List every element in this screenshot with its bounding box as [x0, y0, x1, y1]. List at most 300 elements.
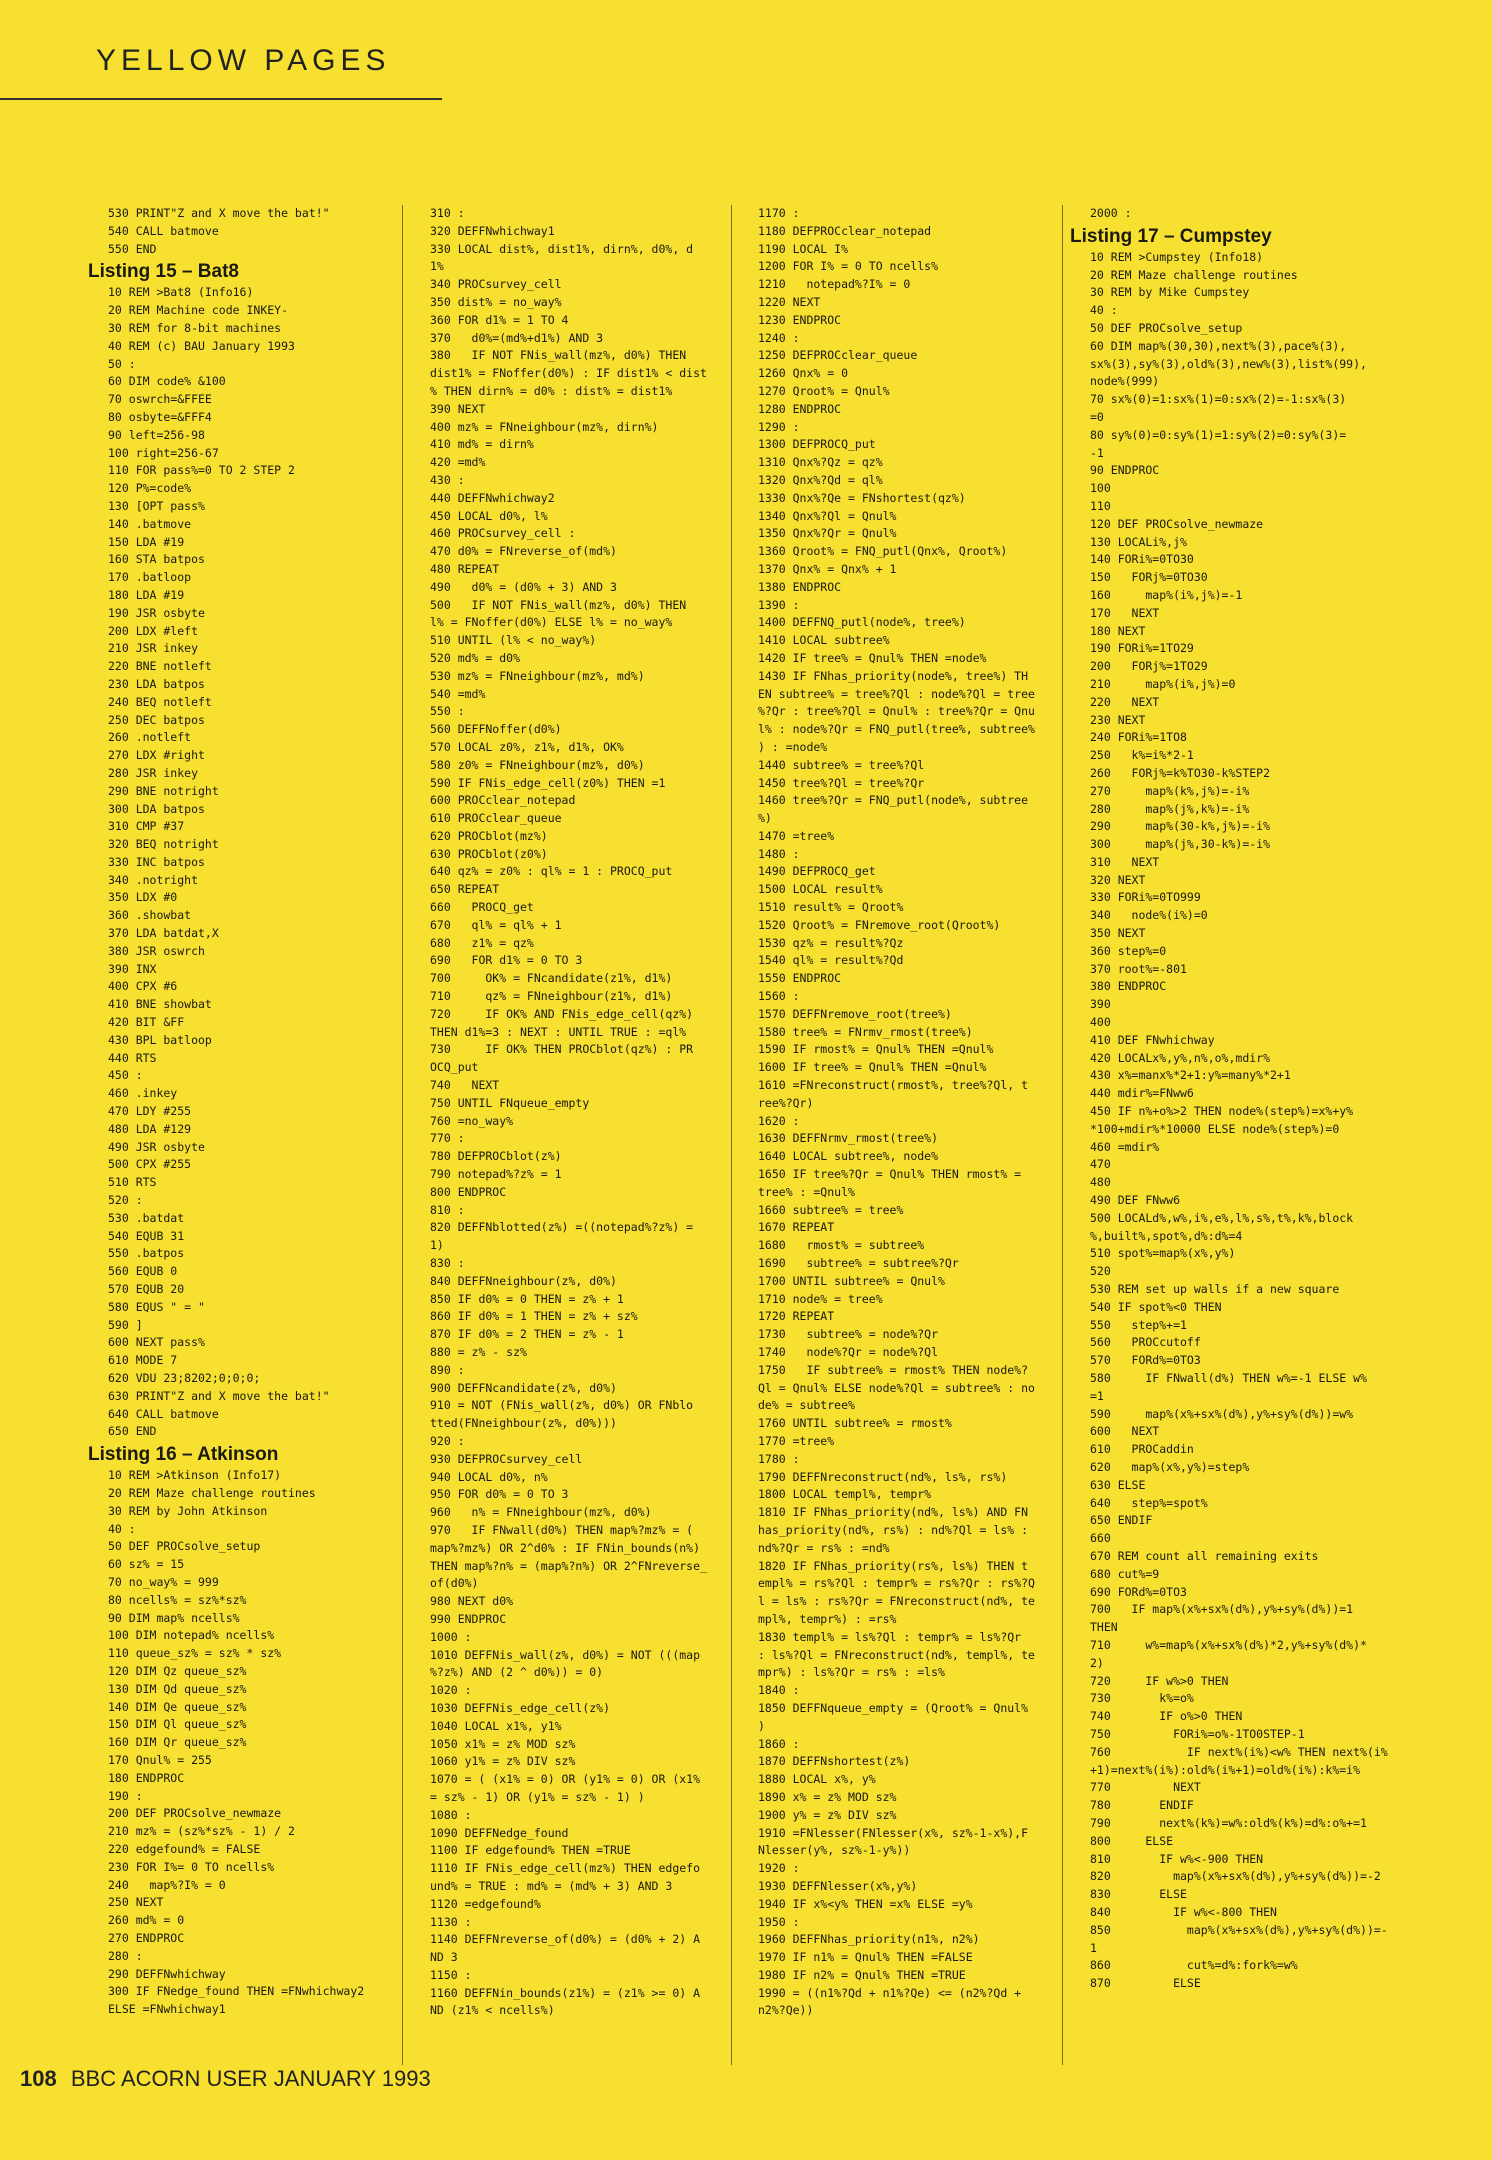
code-line: 410 md% = dirn% — [430, 437, 534, 452]
code-line: 30 REM by Mike Cumpstey — [1090, 285, 1250, 300]
code-line: 400 mz% = FNneighbour(mz%, dirn%) — [430, 419, 659, 434]
code-line: 1920 : — [758, 1861, 800, 1876]
code-line: 830 : — [430, 1256, 465, 1271]
code-line: 310 : — [430, 206, 465, 220]
code-line: 570 FORd%=0TO3 — [1090, 1353, 1201, 1368]
code-line: 420 =md% — [430, 455, 486, 470]
code-line: 350 LDX #0 — [108, 890, 178, 905]
code-line: 210 map%(i%,j%)=0 — [1090, 676, 1236, 691]
code-line: 430 x%=manx%*2+1:y%=many%*2+1 — [1090, 1068, 1291, 1083]
code-line: 850 map%(x%+sx%(d%),y%+sy%(d%))=- — [1090, 1922, 1388, 1937]
code-line: 1730 subtree% = node%?Qr — [758, 1327, 939, 1342]
code-line: 560 EQUB 0 — [108, 1264, 178, 1279]
code-line: 550 END — [108, 241, 157, 256]
code-line: 260 FORj%=k%TO30-k%STEP2 — [1090, 765, 1271, 780]
code-line: 120 P%=code% — [108, 481, 192, 496]
code-line: 280 JSR inkey — [108, 765, 199, 780]
code-line: 600 NEXT — [1090, 1424, 1160, 1439]
code-line: 1200 FOR I% = 0 TO ncells% — [758, 259, 939, 274]
code-line: 650 ENDIF — [1090, 1513, 1153, 1528]
code-line: 230 LDA batpos — [108, 676, 205, 691]
code-line: 580 EQUS " = " — [108, 1299, 205, 1314]
code-line: 940 LOCAL d0%, n% — [430, 1469, 548, 1484]
code-line: 1720 REPEAT — [758, 1309, 835, 1324]
code-line: 510 RTS — [108, 1175, 157, 1190]
code-line: 780 ENDIF — [1090, 1798, 1194, 1813]
code-line: 760 =no_way% — [430, 1113, 514, 1128]
code-line: +1)=next%(i%):old%(i%+1)=old%(i%):k%=i% — [1090, 1762, 1361, 1777]
code-line: 1950 : — [758, 1914, 800, 1929]
code-line: 430 BPL batloop — [108, 1032, 212, 1047]
code-line: 490 DEF FNww6 — [1090, 1193, 1181, 1208]
code-line: 1340 Qnx%?Ql = Qnul% — [758, 508, 897, 523]
code-line: 230 FOR I%= 0 TO ncells% — [108, 1859, 275, 1874]
publication-name: BBC ACORN USER JANUARY 1993 — [70, 2066, 431, 2091]
code-line: 1060 y1% = z% DIV sz% — [430, 1754, 576, 1769]
code-line: 100 right=256-67 — [108, 445, 219, 460]
code-line: 810 : — [430, 1202, 465, 1217]
code-line: 250 DEC batpos — [108, 712, 205, 727]
code-line: 820 DEFFNblotted(z%) =((notepad%?z%) = — [430, 1220, 694, 1235]
code-line: 200 DEF PROCsolve_newmaze — [108, 1806, 282, 1821]
code-line: 1330 Qnx%?Qe = FNshortest(qz%) — [758, 490, 966, 505]
code-line: 190 JSR osbyte — [108, 605, 205, 620]
code-line: ND 3 — [430, 1950, 458, 1965]
code-line: 1070 = ( (x1% = 0) OR (y1% = 0) OR (x1% — [430, 1772, 701, 1787]
code-line: 210 JSR inkey — [108, 641, 199, 656]
code-line: 30 REM for 8-bit machines — [108, 320, 282, 335]
code-line: 450 : — [108, 1068, 143, 1083]
code-line: 580 IF FNwall(d%) THEN w%=-1 ELSE w% — [1090, 1371, 1367, 1385]
code-line: 590 ] — [108, 1317, 143, 1332]
page-footer — [20, 2066, 431, 2092]
code-line: 1000 : — [430, 1629, 472, 1644]
code-line: 130 LOCALi%,j% — [1090, 534, 1187, 549]
code-line: 1630 DEFFNrmv_rmost(tree%) — [758, 1131, 939, 1146]
code-line: 440 RTS — [108, 1050, 157, 1065]
code-line: 1970 IF n1% = Qnul% THEN =FALSE — [758, 1950, 973, 1965]
code-line: 1580 tree% = FNrmv_rmost(tree%) — [758, 1024, 973, 1039]
code-line: 300 IF FNedge_found THEN =FNwhichway2 — [108, 1984, 365, 1999]
section-header: YELLOW PAGES — [96, 44, 391, 77]
code-line: l = ls% : rs%?Qr = FNreconstruct(nd%, te — [758, 1594, 1035, 1609]
code-line: 360 .showbat — [108, 908, 192, 923]
code-line: 470 d0% = FNreverse_of(md%) — [430, 544, 617, 559]
code-line: 520 — [1090, 1264, 1111, 1279]
code-line: 40 : — [1090, 303, 1118, 318]
code-line: 390 INX — [108, 961, 157, 976]
code-line: 160 map%(i%,j%)=-1 — [1090, 587, 1243, 602]
code-line: 80 ncells% = sz%*sz% — [108, 1592, 247, 1607]
code-line: 1120 =edgefound% — [430, 1896, 541, 1911]
code-line: 360 step%=0 — [1090, 943, 1167, 958]
code-line: 1310 Qnx%?Qz = qz% — [758, 455, 883, 470]
code-line: 170 Qnul% = 255 — [108, 1752, 212, 1767]
code-line: 830 ELSE — [1090, 1887, 1187, 1902]
column-divider — [731, 205, 732, 2065]
code-line: 1130 : — [430, 1914, 472, 1929]
code-line: 1430 IF FNhas_priority(node%, tree%) TH — [758, 668, 1029, 683]
code-line: 120 DEF PROCsolve_newmaze — [1090, 516, 1264, 531]
code-line: 450 LOCAL d0%, l% — [430, 508, 548, 523]
code-line: 400 — [1090, 1015, 1111, 1030]
code-line: 980 NEXT d0% — [430, 1594, 514, 1609]
code-line: THEN map%?n% = (map%?n%) OR 2^FNreverse_ — [430, 1558, 707, 1573]
code-line: 300 LDA batpos — [108, 801, 205, 816]
code-line: 1830 templ% = ls%?Ql : tempr% = ls%?Qr — [758, 1629, 1022, 1644]
code-line: 680 z1% = qz% — [430, 935, 534, 950]
code-line: 810 IF w%<-900 THEN — [1090, 1851, 1264, 1866]
code-line: 1090 DEFFNedge_found — [430, 1825, 569, 1840]
code-line: 1270 Qroot% = Qnul% — [758, 383, 890, 398]
code-line: 70 oswrch=&FFEE — [108, 392, 212, 407]
code-line: 440 DEFFNwhichway2 — [430, 490, 555, 505]
code-line: 550 .batpos — [108, 1246, 185, 1261]
code-line: 1400 DEFFNQ_putl(node%, tree%) — [758, 615, 966, 630]
code-line: 240 BEQ notleft — [108, 694, 212, 709]
code-line: 1900 y% = z% DIV sz% — [758, 1807, 897, 1822]
code-line: 1810 IF FNhas_priority(nd%, ls%) AND FN — [758, 1505, 1029, 1520]
code-line: 520 md% = d0% — [430, 650, 521, 665]
code-line: 790 next%(k%)=w%:old%(k%)=d%:o%+=1 — [1090, 1815, 1367, 1830]
code-line: 570 LOCAL z0%, z1%, d1%, OK% — [430, 739, 624, 754]
code-line: 60 DIM map%(30,30),next%(3),pace%(3), — [1090, 338, 1347, 353]
code-line: 260 .notleft — [108, 730, 192, 745]
code-line: %,built%,spot%,d%:d%=4 — [1090, 1228, 1243, 1243]
code-line: 610 PROCclear_queue — [430, 811, 562, 826]
code-line: 140 .batmove — [108, 516, 192, 531]
code-line: 1820 IF FNhas_priority(rs%, ls%) THEN t — [758, 1558, 1029, 1573]
code-line: 50 DEF PROCsolve_setup — [1090, 320, 1243, 335]
code-line: 90 ENDPROC — [1090, 463, 1160, 478]
code-line: 540 =md% — [430, 686, 486, 701]
code-line: 90 DIM map% ncells% — [108, 1610, 240, 1625]
code-line: 180 ENDPROC — [108, 1770, 185, 1785]
code-line: 1980 IF n2% = Qnul% THEN =TRUE — [758, 1967, 966, 1982]
code-line: 90 left=256-98 — [108, 427, 205, 442]
code-line: 220 edgefound% = FALSE — [108, 1841, 261, 1856]
code-line: 650 REPEAT — [430, 882, 500, 897]
code-line: 640 CALL batmove — [108, 1406, 219, 1421]
code-line: 860 cut%=d%:fork%=w% — [1090, 1958, 1298, 1973]
code-line: 1410 LOCAL subtree% — [758, 633, 890, 648]
code-line: ree%?Qr) — [758, 1095, 814, 1110]
code-line: 1760 UNTIL subtree% = rmost% — [758, 1416, 952, 1431]
code-line: 70 no_way% = 999 — [108, 1574, 219, 1589]
code-line: 1170 : — [758, 206, 800, 220]
code-line: 1390 : — [758, 597, 800, 612]
code-line: 480 REPEAT — [430, 561, 500, 576]
code-line: 160 DIM Qr queue_sz% — [108, 1735, 247, 1750]
code-line: 460 =mdir% — [1090, 1139, 1160, 1154]
code-line: 490 JSR osbyte — [108, 1139, 205, 1154]
code-line: 610 MODE 7 — [108, 1353, 178, 1368]
code-line: Nlesser(y%, sz%-1-y%)) — [758, 1843, 911, 1858]
code-line: 640 step%=spot% — [1090, 1495, 1208, 1510]
code-line: 460 .inkey — [108, 1086, 178, 1101]
code-line: 200 FORj%=1TO29 — [1090, 659, 1208, 674]
code-line: 260 md% = 0 — [108, 1913, 185, 1928]
code-line: 1660 subtree% = tree% — [758, 1202, 904, 1217]
code-line: EN subtree% = tree%?Ql : node%?Ql = tree — [758, 686, 1035, 701]
code-line: 590 map%(x%+sx%(d%),y%+sy%(d%))=w% — [1090, 1406, 1354, 1421]
code-line: 20 REM Maze challenge routines — [1090, 267, 1298, 282]
code-line: %) — [758, 811, 772, 826]
code-line: 620 VDU 23;8202;0;0;0; — [108, 1371, 261, 1385]
code-line: 660 PROCQ_get — [430, 900, 534, 915]
code-line: 1440 subtree% = tree%?Ql — [758, 757, 925, 772]
code-line: =1 — [1090, 1388, 1104, 1403]
code-line: 650 END — [108, 1424, 157, 1439]
code-line: 1940 IF x%<y% THEN =x% ELSE =y% — [758, 1896, 973, 1911]
code-line: 420 BIT &FF — [108, 1015, 185, 1030]
code-line: 30 REM by John Atkinson — [108, 1503, 268, 1518]
code-line: 990 ENDPROC — [430, 1611, 507, 1626]
code-line: 410 BNE showbat — [108, 997, 212, 1012]
code-line: 1480 : — [758, 846, 800, 861]
code-line: 560 PROCcutoff — [1090, 1335, 1201, 1350]
code-line: 290 DEFFNwhichway — [108, 1966, 226, 1981]
code-line: 220 NEXT — [1090, 694, 1160, 709]
code-line: has_priority(nd%, rs%) : nd%?Ql = ls% : — [758, 1522, 1029, 1537]
code-line: 730 IF OK% THEN PROCblot(qz%) : PR — [430, 1042, 694, 1057]
code-line: 470 — [1090, 1157, 1111, 1172]
code-line: 1370 Qnx% = Qnx% + 1 — [758, 561, 897, 576]
code-line: l% = FNoffer(d0%) ELSE l% = no_way% — [430, 615, 673, 630]
header-rule — [0, 98, 442, 100]
code-line: 190 : — [108, 1788, 143, 1803]
code-line: 80 osbyte=&FFF4 — [108, 409, 212, 424]
listing-title: Listing 16 – Atkinson — [88, 1444, 279, 1466]
code-line: 330 INC batpos — [108, 854, 205, 869]
code-line: 120 DIM Qz queue_sz% — [108, 1663, 247, 1678]
code-line: 380 IF NOT FNis_wall(mz%, d0%) THEN — [430, 348, 687, 363]
code-column-1 — [88, 205, 400, 2065]
page-number: 108 — [20, 2066, 57, 2091]
code-line: 1620 : — [758, 1113, 800, 1128]
code-line: of(d0%) — [430, 1576, 479, 1591]
code-line: =0 — [1090, 409, 1104, 424]
code-line: = sz% - 1) OR (y1% = sz% - 1) ) — [430, 1789, 645, 1804]
code-line: OCQ_put — [430, 1060, 479, 1075]
code-line: 800 ENDPROC — [430, 1184, 507, 1199]
code-line: 310 CMP #37 — [108, 819, 185, 834]
code-line: 1880 LOCAL x%, y% — [758, 1772, 876, 1787]
code-line: 1150 : — [430, 1967, 472, 1982]
code-line: l% : node%?Qr = FNQ_putl(tree%, subtree% — [758, 722, 1035, 737]
code-line: node%(999) — [1090, 374, 1160, 389]
code-line: *100+mdir%*10000 ELSE node%(step%)=0 — [1090, 1121, 1340, 1136]
code-line: 900 DEFFNcandidate(z%, d0%) — [430, 1380, 617, 1395]
code-line: 1140 DEFFNreverse_of(d0%) = (d0% + 2) A — [430, 1932, 701, 1947]
code-line: 960 n% = FNneighbour(mz%, d0%) — [430, 1505, 652, 1520]
code-line: 790 notepad%?z% = 1 — [430, 1167, 562, 1182]
code-line: 820 map%(x%+sx%(d%),y%+sy%(d%))=-2 — [1090, 1869, 1381, 1884]
code-line: 590 IF FNis_edge_cell(z0%) THEN =1 — [430, 775, 666, 790]
code-line: 530 REM set up walls if a new square — [1090, 1282, 1340, 1297]
code-line: mpr%) : ls%?Qr = rs% : =ls% — [758, 1665, 945, 1680]
code-line: 1160 DEFFNin_bounds(z1%) = (z1% >= 0) A — [430, 1985, 701, 2000]
code-line: 570 EQUB 20 — [108, 1282, 185, 1297]
code-line: 220 BNE notleft — [108, 659, 212, 674]
code-line: 1570 DEFFNremove_root(tree%) — [758, 1006, 952, 1021]
code-line: 190 FORi%=1TO29 — [1090, 641, 1194, 656]
code-line: 140 FORi%=0TO30 — [1090, 552, 1194, 567]
code-line: 320 DEFFNwhichway1 — [430, 223, 555, 238]
code-line: 100 — [1090, 481, 1111, 496]
code-line: THEN — [1090, 1620, 1118, 1635]
code-line: 130 [OPT pass% — [108, 498, 205, 513]
code-line: 1890 x% = z% MOD sz% — [758, 1789, 897, 1804]
listing-title: Listing 17 – Cumpstey — [1070, 225, 1272, 247]
code-line: 1840 : — [758, 1683, 800, 1698]
code-line: 770 NEXT — [1090, 1780, 1201, 1795]
code-line: 460 PROCsurvey_cell : — [430, 526, 576, 541]
code-line: 480 — [1090, 1175, 1111, 1190]
code-column-2 — [410, 205, 728, 2065]
code-line: 680 cut%=9 — [1090, 1566, 1160, 1581]
code-line: 930 DEFPROCsurvey_cell — [430, 1451, 583, 1466]
code-line: tted(FNneighbour(z%, d0%))) — [430, 1416, 617, 1431]
code-line: 250 k%=i%*2-1 — [1090, 748, 1194, 763]
code-line: 130 DIM Qd queue_sz% — [108, 1681, 247, 1696]
code-line: 320 NEXT — [1090, 872, 1146, 887]
code-column-4 — [1070, 205, 1392, 2065]
code-line: 450 IF n%+o%>2 THEN node%(step%)=x%+y% — [1090, 1104, 1354, 1119]
code-line: und% = TRUE : md% = (md% + 3) AND 3 — [430, 1878, 673, 1893]
code-line: 250 NEXT — [108, 1895, 164, 1910]
code-line: 1420 IF tree% = Qnul% THEN =node% — [758, 650, 987, 665]
code-line: 730 k%=o% — [1090, 1691, 1194, 1706]
code-line: 1100 IF edgefound% THEN =TRUE — [430, 1843, 631, 1858]
code-line: 1110 IF FNis_edge_cell(mz%) THEN edgefo — [430, 1861, 701, 1876]
code-line: ELSE =FNwhichway1 — [108, 2002, 226, 2017]
code-line: 530 PRINT"Z and X move the bat!" — [108, 206, 330, 220]
code-line: 500 LOCALd%,w%,i%,e%,l%,s%,t%,k%,block — [1090, 1210, 1354, 1225]
code-line: 1610 =FNreconstruct(rmost%, tree%?Ql, t — [758, 1078, 1029, 1093]
code-line: 1) — [430, 1238, 444, 1253]
code-line: 630 PROCblot(z0%) — [430, 846, 548, 861]
code-line: 1240 : — [758, 330, 800, 345]
code-line: 440 mdir%=FNww6 — [1090, 1086, 1194, 1101]
code-line: 1230 ENDPROC — [758, 312, 842, 327]
code-line: 700 OK% = FNcandidate(z1%, d1%) — [430, 971, 673, 986]
code-line: 60 sz% = 15 — [108, 1557, 185, 1572]
code-line: 910 = NOT (FNis_wall(z%, d0%) OR FNblo — [430, 1398, 694, 1413]
code-line: 1500 LOCAL result% — [758, 882, 883, 897]
code-line: 1740 node%?Qr = node%?Ql — [758, 1345, 939, 1359]
code-line: 1770 =tree% — [758, 1433, 835, 1448]
code-line: 40 : — [108, 1521, 136, 1536]
code-line: 1680 rmost% = subtree% — [758, 1238, 925, 1253]
code-line: 840 IF w%<-800 THEN — [1090, 1904, 1277, 1919]
code-line: 170 .batloop — [108, 570, 192, 585]
code-line: -1 — [1090, 445, 1104, 460]
code-line: 2000 : — [1090, 206, 1132, 220]
code-line: 1800 LOCAL templ%, tempr% — [758, 1487, 932, 1502]
code-line: 530 .batdat — [108, 1210, 185, 1225]
code-line: 1930 DEFFNlesser(x%,y%) — [758, 1878, 918, 1893]
code-line: 720 IF w%>0 THEN — [1090, 1673, 1229, 1688]
code-line: 760 IF next%(i%)<w% THEN next%(i% — [1090, 1744, 1388, 1759]
code-line: 1990 = ((n1%?Qd + n1%?Qe) <= (n2%?Qd + — [758, 1985, 1022, 2000]
code-line: 890 : — [430, 1362, 465, 1377]
code-line: 950 FOR d0% = 0 TO 3 — [430, 1487, 569, 1502]
code-line: 2) — [1090, 1655, 1104, 1670]
code-line: 200 LDX #left — [108, 623, 199, 638]
code-line: 290 map%(30-k%,j%)=-i% — [1090, 819, 1271, 834]
code-line: 880 = z% - sz% — [430, 1345, 527, 1359]
code-line: 870 ELSE — [1090, 1976, 1201, 1991]
code-line: 600 PROCclear_notepad — [430, 793, 576, 808]
code-line: 1290 : — [758, 419, 800, 434]
code-line: 390 — [1090, 997, 1111, 1012]
code-line: 850 IF d0% = 0 THEN = z% + 1 — [430, 1291, 624, 1306]
code-line: 1250 DEFPROCclear_queue — [758, 348, 918, 363]
code-line: 360 FOR d1% = 1 TO 4 — [430, 312, 569, 327]
code-line: THEN d1%=3 : NEXT : UNTIL TRUE : =ql% — [430, 1024, 687, 1039]
code-line: nd%?Qr = rs% : =nd% — [758, 1540, 890, 1555]
code-line: 420 LOCALx%,y%,n%,o%,mdir% — [1090, 1050, 1271, 1065]
column-divider — [402, 205, 403, 2065]
code-line: 280 map%(j%,k%)=-i% — [1090, 801, 1250, 816]
code-line: 160 STA batpos — [108, 552, 205, 567]
code-line: 140 DIM Qe queue_sz% — [108, 1699, 247, 1714]
code-line: 1280 ENDPROC — [758, 401, 842, 416]
code-line: : ls%?Ql = FNreconstruct(nd%, templ%, te — [758, 1647, 1035, 1662]
code-line: 100 DIM notepad% ncells% — [108, 1628, 275, 1643]
code-line: 1030 DEFFNis_edge_cell(z%) — [430, 1700, 611, 1715]
code-line: 1220 NEXT — [758, 294, 821, 309]
code-line: 1590 IF rmost% = Qnul% THEN =Qnul% — [758, 1042, 994, 1057]
code-line: 1080 : — [430, 1807, 472, 1822]
code-line: 800 ELSE — [1090, 1833, 1174, 1848]
code-line: 150 LDA #19 — [108, 534, 185, 549]
code-line: 210 mz% = (sz%*sz% - 1) / 2 — [108, 1824, 295, 1839]
code-line: 1670 REPEAT — [758, 1220, 835, 1235]
code-line: ) : =node% — [758, 739, 828, 754]
code-line: 280 : — [108, 1948, 143, 1963]
code-line: 1 — [1090, 1940, 1097, 1955]
code-line: 350 NEXT — [1090, 926, 1146, 941]
code-line: 340 node%(i%)=0 — [1090, 908, 1208, 923]
code-line: 710 qz% = FNneighbour(z1%, d1%) — [430, 989, 673, 1004]
code-line: 230 NEXT — [1090, 712, 1146, 727]
code-line: 20 REM Maze challenge routines — [108, 1485, 316, 1500]
code-line: 720 IF OK% AND FNis_edge_cell(qz%) — [430, 1006, 694, 1021]
code-line: 780 DEFPROCblot(z%) — [430, 1149, 562, 1164]
code-line: 1780 : — [758, 1451, 800, 1466]
code-line: 620 map%(x%,y%)=step% — [1090, 1459, 1250, 1474]
code-line: 700 IF map%(x%+sx%(d%),y%+sy%(d%))=1 — [1090, 1602, 1354, 1617]
code-line: 870 IF d0% = 2 THEN = z% - 1 — [430, 1327, 624, 1342]
code-line: mpl%, tempr%) : =rs% — [758, 1611, 897, 1626]
code-line: sx%(3),sy%(3),old%(3),new%(3),list%(99), — [1090, 356, 1367, 371]
code-line: 310 NEXT — [1090, 854, 1160, 869]
code-line: 1380 ENDPROC — [758, 579, 842, 594]
code-line: 340 .notright — [108, 872, 199, 887]
code-line: 1% — [430, 259, 444, 274]
code-line: 1700 UNTIL subtree% = Qnul% — [758, 1273, 945, 1288]
code-line: 1040 LOCAL x1%, y1% — [430, 1718, 562, 1733]
code-line: 530 mz% = FNneighbour(mz%, md%) — [430, 668, 645, 683]
code-line: 240 FORi%=1TO8 — [1090, 730, 1187, 745]
code-line: 40 REM (c) BAU January 1993 — [108, 338, 295, 353]
code-line: %?z%) AND (2 ^ d0%)) = 0) — [430, 1665, 604, 1680]
code-line: 340 PROCsurvey_cell — [430, 277, 562, 292]
code-line: 750 UNTIL FNqueue_empty — [430, 1095, 590, 1110]
code-line: 1790 DEFFNreconstruct(nd%, ls%, rs%) — [758, 1469, 1008, 1484]
